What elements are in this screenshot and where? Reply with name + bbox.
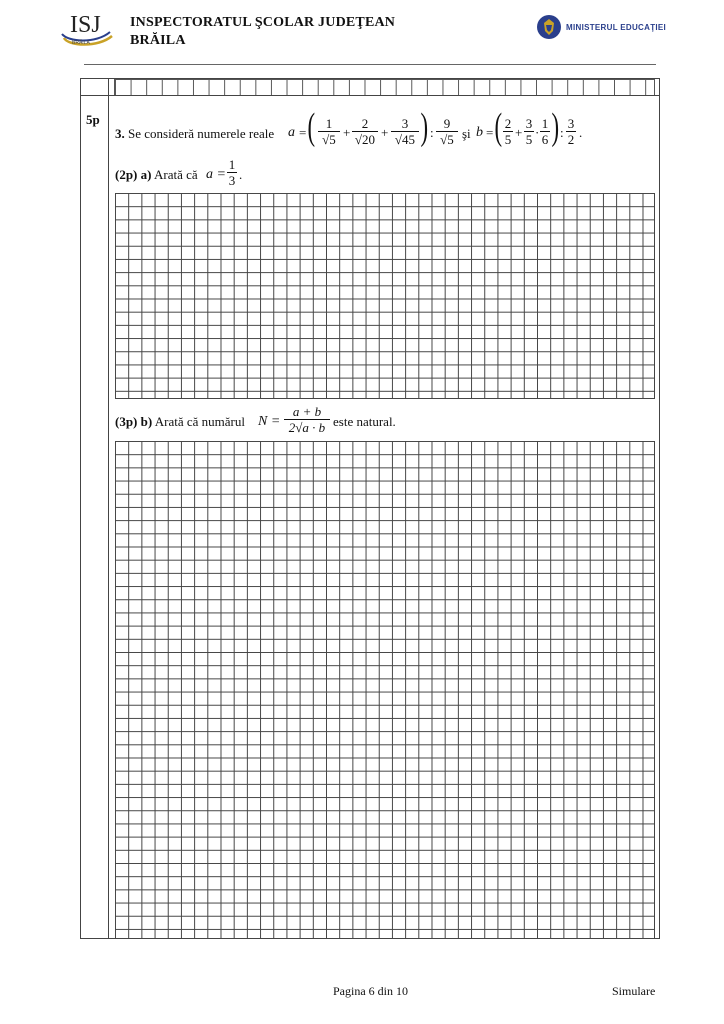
svg-text:BRĂILA: BRĂILA [72,40,90,46]
part-b-fraction: a + b 2√a · b [284,404,330,435]
answer-grid-b[interactable] [115,441,655,939]
ministry-name: MINISTERUL EDUCAŢIEI [566,22,667,32]
b-term-3: 1 6 [541,116,549,147]
problem-text: Se consideră numerele reale [128,126,275,141]
part-b-text: Arată că numărul [154,414,245,429]
a-divisor: 9 √5 [436,116,458,147]
header-title-line2: BRĂILA [130,33,186,48]
part-b-points: (3p) b) [115,414,153,429]
top-answer-strip [114,79,655,95]
answer-grid-a[interactable] [115,193,655,399]
equals-a: = [299,125,307,140]
a-term-1: 1 √5 [318,116,340,147]
problem-points: 5p [86,112,100,127]
header-title-line1: INSPECTORATUL ŞCOLAR JUDEŢEAN [130,15,396,30]
part-a-prompt [115,167,198,183]
top-strip-divider [80,95,660,96]
part-b-lhs: N = [258,414,281,429]
var-a: a [288,125,295,140]
ministry-logo [536,14,666,40]
b-term-1: 2 5 [504,116,512,147]
points-column-divider [108,78,109,939]
part-b-tail: este natural. [333,414,396,429]
problem-statement [115,126,274,142]
a-term-2: 2 √20 [352,116,378,147]
part-a-lhs: a = [206,167,226,182]
b-term-2: 3 5 [525,116,533,147]
page-number: Pagina 6 din 10 [333,984,408,998]
var-b: b [476,125,483,140]
paren-open-a: ( [307,106,316,148]
problem-number: 3. [115,126,125,141]
header-title [130,14,395,50]
part-b-prompt [115,414,245,430]
part-a-text: Arată că [154,167,198,182]
svg-text:ISJ: ISJ [70,12,101,38]
footer-label: Simulare [612,984,656,998]
part-a-points: (2p) a) [115,167,152,182]
a-term-3: 3 √45 [391,116,419,147]
paren-close-a: ) [420,106,429,148]
header-divider [84,64,656,65]
b-divisor: 3 2 [567,116,575,147]
isj-logo [58,8,116,48]
romania-coat-of-arms-icon [536,14,562,40]
conj-si: şi [462,126,471,141]
part-a-fraction: 1 3 [228,157,236,188]
